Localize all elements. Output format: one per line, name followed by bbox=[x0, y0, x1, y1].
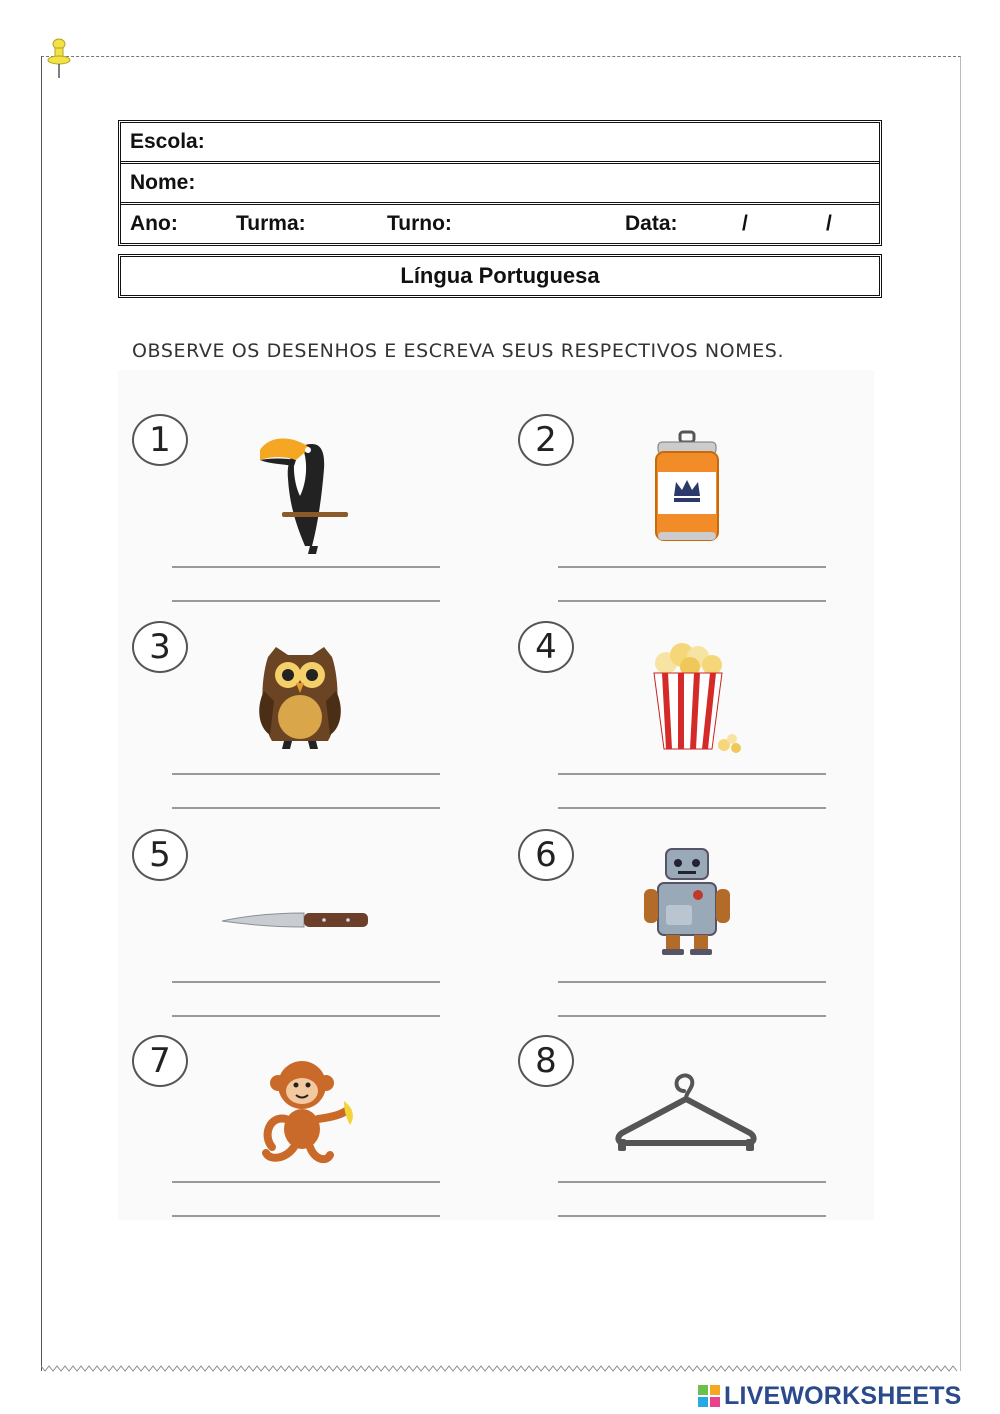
knife-icon bbox=[200, 829, 400, 979]
date-separator: / bbox=[742, 212, 748, 235]
item-number: 3 bbox=[132, 621, 188, 673]
answer-line[interactable] bbox=[172, 600, 440, 602]
exercise-item bbox=[506, 414, 836, 614]
page-bottom-edge bbox=[41, 1362, 960, 1374]
exercise-item bbox=[506, 621, 836, 821]
monkey-icon bbox=[200, 1035, 400, 1185]
instruction-text: OBSERVE OS DESENHOS E ESCREVA SEUS RESPECTIVOS NOMES. bbox=[132, 340, 785, 362]
school-row[interactable] bbox=[121, 123, 879, 164]
name-row[interactable] bbox=[121, 164, 879, 205]
answer-line[interactable] bbox=[558, 566, 826, 568]
exercise-item bbox=[120, 829, 450, 1029]
item-number: 2 bbox=[518, 414, 574, 466]
liveworksheets-logo[interactable] bbox=[698, 1381, 962, 1411]
answer-line[interactable] bbox=[172, 1015, 440, 1017]
answer-line[interactable] bbox=[558, 1181, 826, 1183]
toucan-icon bbox=[200, 414, 400, 564]
answer-line[interactable] bbox=[172, 566, 440, 568]
name-label: Nome: bbox=[130, 171, 196, 194]
school-label: Escola: bbox=[130, 130, 205, 153]
answer-line[interactable] bbox=[172, 1181, 440, 1183]
item-number: 1 bbox=[132, 414, 188, 466]
year-label: Ano: bbox=[130, 212, 178, 235]
exercise-item bbox=[120, 1035, 450, 1235]
class-label: Turma: bbox=[236, 212, 306, 235]
item-number: 8 bbox=[518, 1035, 574, 1087]
answer-line[interactable] bbox=[558, 773, 826, 775]
answer-line[interactable] bbox=[172, 807, 440, 809]
answer-line[interactable] bbox=[558, 600, 826, 602]
date-separator: / bbox=[826, 212, 832, 235]
logo-text: LIVEWORKSHEETS bbox=[724, 1381, 962, 1410]
owl-icon bbox=[200, 621, 400, 771]
item-number: 5 bbox=[132, 829, 188, 881]
exercise-item bbox=[506, 1035, 836, 1235]
answer-line[interactable] bbox=[558, 807, 826, 809]
item-number: 4 bbox=[518, 621, 574, 673]
student-info-table bbox=[118, 120, 882, 246]
answer-line[interactable] bbox=[172, 1215, 440, 1217]
robot-icon bbox=[586, 829, 786, 979]
pushpin-icon[interactable] bbox=[46, 38, 72, 80]
logo-squares-icon bbox=[698, 1385, 720, 1407]
exercise-item bbox=[506, 829, 836, 1029]
answer-line[interactable] bbox=[558, 981, 826, 983]
hanger-icon bbox=[586, 1035, 786, 1185]
answer-line[interactable] bbox=[558, 1215, 826, 1217]
answer-line[interactable] bbox=[172, 773, 440, 775]
answer-line[interactable] bbox=[558, 1015, 826, 1017]
date-label: Data: bbox=[625, 212, 678, 235]
can-icon bbox=[586, 414, 786, 564]
item-number: 7 bbox=[132, 1035, 188, 1087]
exercise-item bbox=[120, 414, 450, 614]
item-number: 6 bbox=[518, 829, 574, 881]
subject-title: Língua Portuguesa bbox=[118, 254, 882, 298]
answer-line[interactable] bbox=[172, 981, 440, 983]
shift-label: Turno: bbox=[387, 212, 452, 235]
class-info-row[interactable] bbox=[121, 205, 879, 243]
exercise-item bbox=[120, 621, 450, 821]
popcorn-icon bbox=[586, 621, 786, 771]
